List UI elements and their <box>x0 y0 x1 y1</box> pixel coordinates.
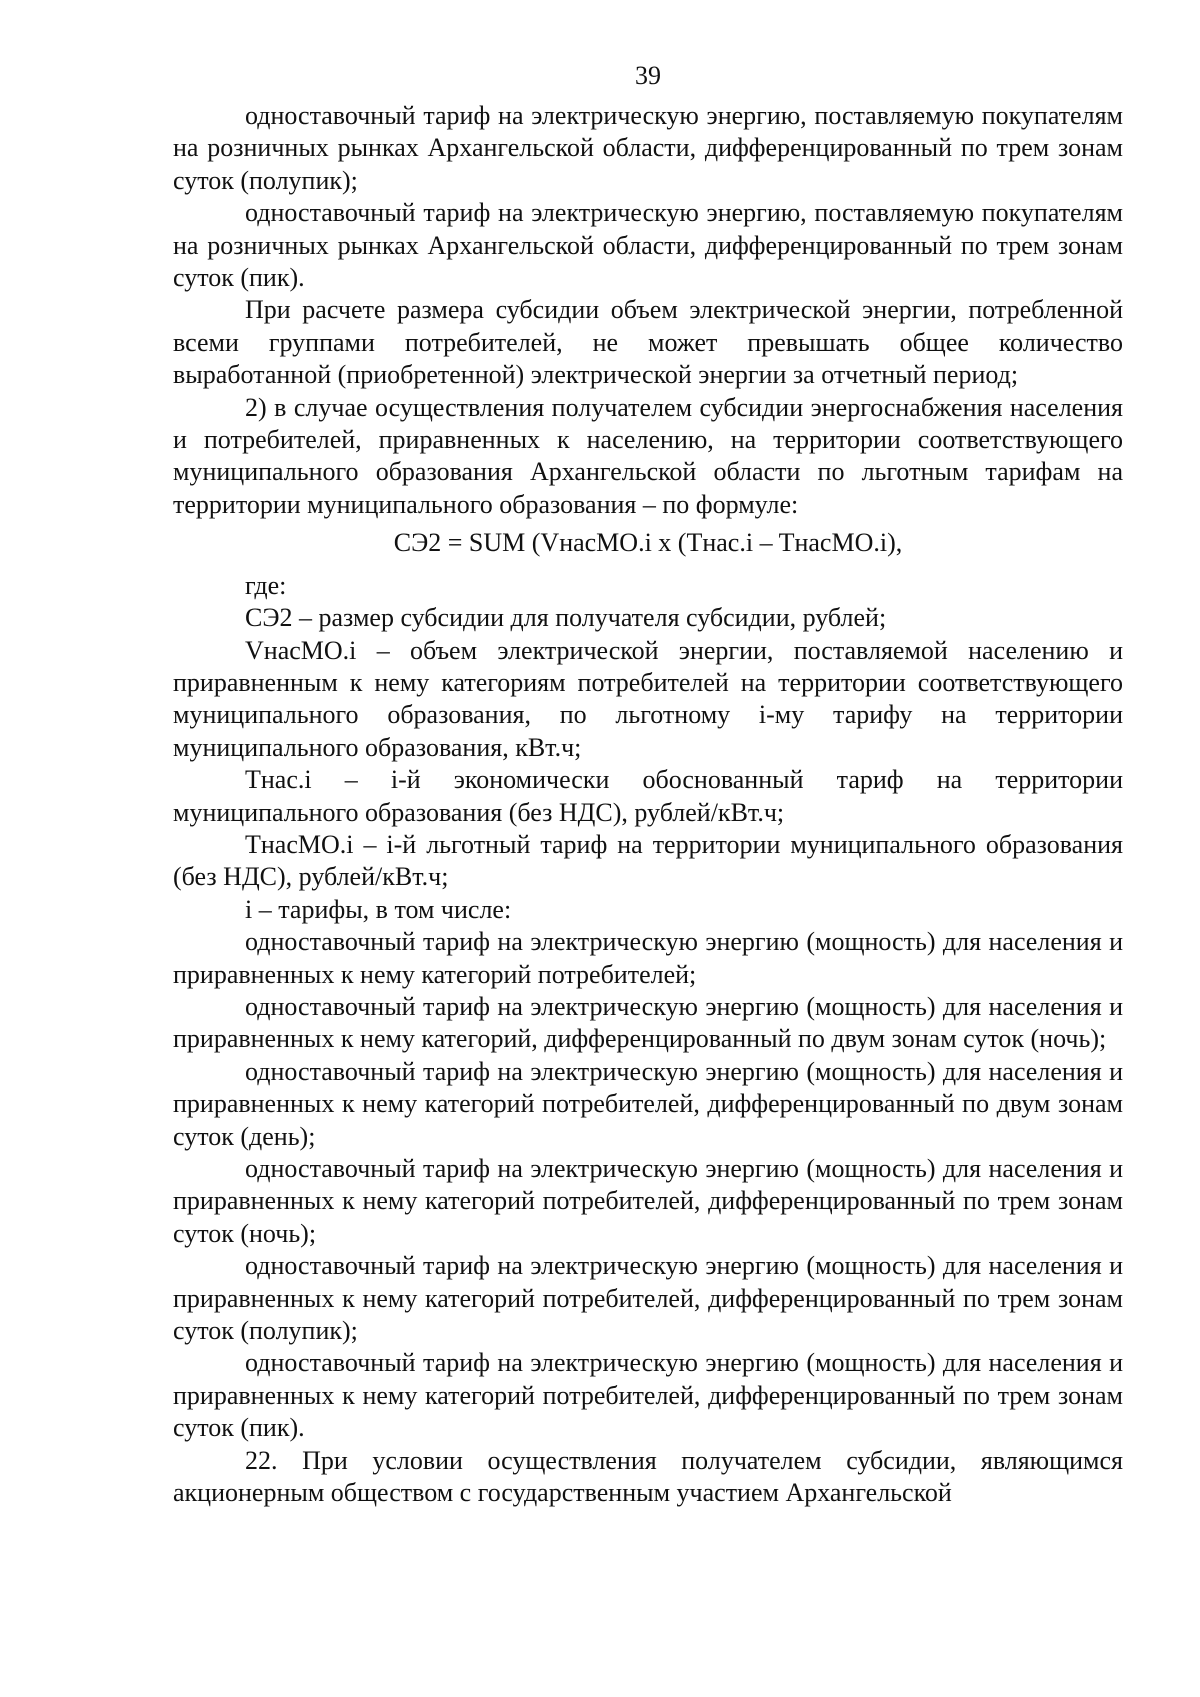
definition-se2: СЭ2 – размер субсидии для получателя субсидии, рублей; <box>245 603 887 633</box>
tariff-item-population: одноставочный тариф на электрическую энергию (мощность) для населения и приравненных к нему категорий потребителей; <box>173 927 1123 989</box>
paragraph-subsidy-volume-limit: При расчете размера субсидии объем электрической энергии, потребленной всеми группами потребителей, не может превышать общее количество выработанной (приобретенной) электрической энергии за отчетный период; <box>173 295 1123 390</box>
formula-se2: СЭ2 = SUM (VнасМО.i x (Tнас.i – TнасМО.i), <box>393 528 903 558</box>
paragraph-case-2: 2) в случае осуществления получателем субсидии энергоснабжения населения и потребителей, приравненных к населению, на территории соответствующего муниципального образования Архангельской области по льготным тарифам на территории муниципального образования – по формуле: <box>173 392 1123 519</box>
definition-i-tariffs: i – тарифы, в том числе: <box>245 894 512 924</box>
tariff-item-three-zones-semi-peak: одноставочный тариф на электрическую энергию (мощность) для населения и приравненных к нему категорий потребителей, дифференцированный по трем зонам суток (полупик); <box>173 1251 1123 1346</box>
definition-tnasmo: TнасМО.i – i-й льготный тариф на территории муниципального образования (без НДС), рублей/кВт.ч; <box>173 829 1123 892</box>
paragraph-22: 22. При условии осуществления получателем субсидии, являющимся акционерным обществом с государственным участием Архангельской <box>173 1445 1123 1508</box>
tariff-item-three-zones-night: одноставочный тариф на электрическую энергию (мощность) для населения и приравненных к нему категорий потребителей, дифференцированный по трем зонам суток (ночь); <box>173 1154 1123 1248</box>
paragraph-tariff-semi-peak: одноставочный тариф на электрическую энергию, поставляемую покупателям на розничных рынках Архангельской области, дифференцированный по трем зонам суток (полупик); <box>173 101 1123 195</box>
tariff-item-three-zones-peak: одноставочный тариф на электрическую энергию (мощность) для населения и приравненных к нему категорий потребителей, дифференцированный по трем зонам суток (пик). <box>173 1348 1123 1443</box>
page-number: 39 <box>635 61 661 90</box>
document-page <box>173 60 1123 1680</box>
definition-tnas: Tнас.i – i-й экономически обоснованный тариф на территории муниципального образования (без НДС), рублей/кВт.ч; <box>173 765 1123 827</box>
paragraph-where: где: <box>245 570 287 600</box>
definition-vnasmo: VнасМО.i – объем электрической энергии, поставляемой населению и приравненным к нему категориям потребителей на территории соответствующего муниципального образования, по льготному i-му тарифу на территории муниципального образования, кВт.ч; <box>173 635 1123 762</box>
paragraph-tariff-peak: одноставочный тариф на электрическую энергию, поставляемую покупателям на розничных рынках Архангельской области, дифференцированный по трем зонам суток (пик). <box>173 198 1123 293</box>
tariff-item-two-zones-day: одноставочный тариф на электрическую энергию (мощность) для населения и приравненных к нему категорий потребителей, дифференцированный по двум зонам суток (день); <box>173 1056 1123 1151</box>
tariff-item-two-zones-night: одноставочный тариф на электрическую энергию (мощность) для населения и приравненных к нему категорий, дифференцированный по двум зонам суток (ночь); <box>173 991 1123 1054</box>
